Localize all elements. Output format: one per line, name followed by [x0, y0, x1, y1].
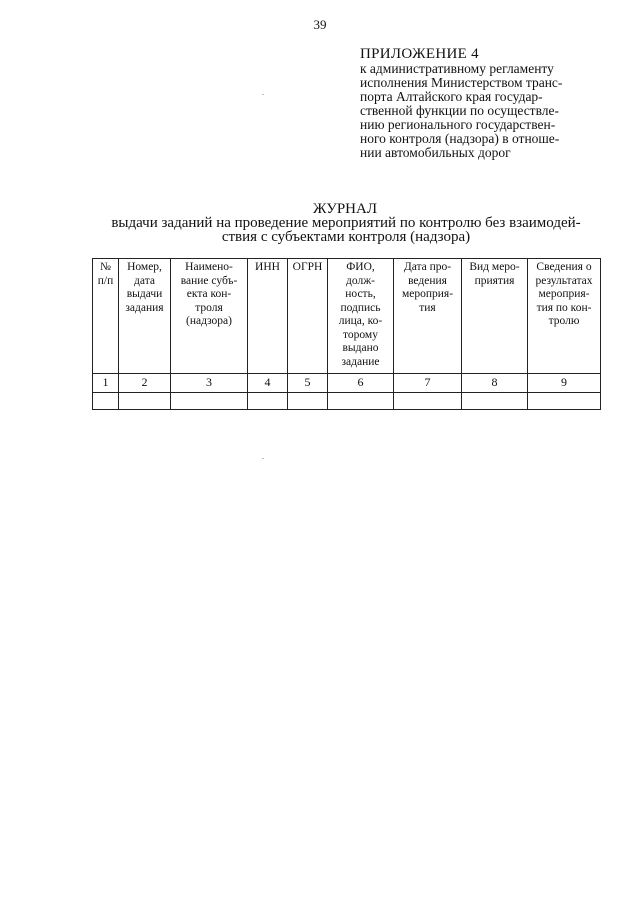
column-header-label: ОГРН [292, 261, 323, 273]
appendix-line: нии автомобильных дорог [360, 145, 511, 160]
journal-table [92, 258, 601, 410]
column-header-label: ИНН [255, 261, 280, 273]
column-number: 9 [528, 374, 601, 393]
scan-speck [262, 458, 264, 459]
table-cell [119, 392, 171, 409]
table-cell [328, 392, 394, 409]
table-cell [288, 392, 328, 409]
table-row [93, 392, 601, 409]
column-header-label: Вид меро- приятия [469, 261, 520, 287]
column-header-label: Номер, дата выдачи задания [125, 261, 164, 314]
page-number: 39 [313, 17, 327, 32]
appendix-line: исполнения Министерством транс- [360, 75, 563, 90]
table-header-row [93, 259, 601, 374]
journal-subtitle-line: ствия с субъектами контроля (надзора) [221, 229, 471, 245]
table-cell [528, 392, 601, 409]
scan-speck [262, 94, 264, 95]
column-header-type [462, 259, 528, 374]
appendix-line: нию регионального государствен- [360, 117, 556, 132]
journal-title: ЖУРНАЛ [312, 201, 378, 217]
journal-subtitle [96, 216, 596, 244]
column-number: 3 [171, 374, 248, 393]
column-number: 5 [288, 374, 328, 393]
column-number: 7 [394, 374, 462, 393]
appendix-block [360, 47, 610, 160]
column-header-label: № п/п [97, 261, 114, 287]
column-number: 6 [328, 374, 394, 393]
table-cell [248, 392, 288, 409]
column-header-task [119, 259, 171, 374]
column-header-inn [248, 259, 288, 374]
column-number: 8 [462, 374, 528, 393]
column-header-subject [171, 259, 248, 374]
appendix-title: ПРИЛОЖЕНИЕ 4 [360, 46, 479, 62]
column-number: 4 [248, 374, 288, 393]
column-header-date [394, 259, 462, 374]
column-header-label: ФИО, долж- ность, подпись лица, ко- торому выдано задание [338, 261, 383, 368]
column-header-label: Наимено- вание субъ- екта кон- троля (надзора) [180, 261, 238, 327]
column-header-ogrn [288, 259, 328, 374]
column-number: 2 [119, 374, 171, 393]
journal-subtitle-line: выдачи заданий на проведение мероприятий по контролю без взаимодей- [111, 215, 581, 231]
column-header-label: Сведения о результатах мероприя- тия по кон- тролю [535, 261, 593, 327]
appendix-line: ственной функции по осуществле- [360, 103, 560, 118]
table-cell [394, 392, 462, 409]
column-number-row [93, 374, 601, 393]
appendix-line: ного контроля (надзора) в отноше- [360, 131, 560, 146]
column-header-number [93, 259, 119, 374]
column-header-label: Дата про- ведения мероприя- тия [401, 261, 454, 314]
table-cell [462, 392, 528, 409]
column-number: 1 [93, 374, 119, 393]
column-header-person [328, 259, 394, 374]
column-header-results [528, 259, 601, 374]
table-cell [93, 392, 119, 409]
appendix-line: порта Алтайского края государ- [360, 89, 543, 104]
appendix-line: к административному регламенту [360, 61, 554, 76]
table-cell [171, 392, 248, 409]
